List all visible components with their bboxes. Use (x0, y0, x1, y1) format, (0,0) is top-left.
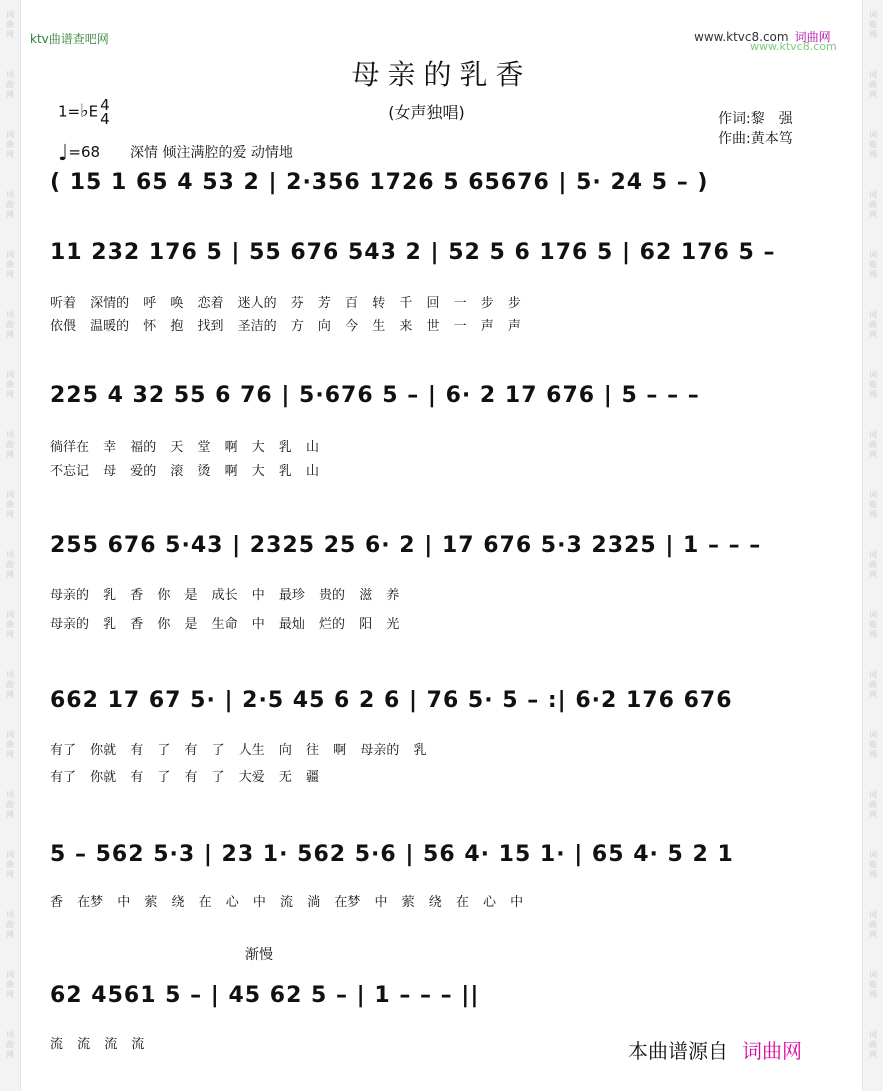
slowdown-marking: 渐慢 (245, 947, 273, 963)
side-watermark-right: 词 曲 网 (869, 1030, 877, 1059)
side-watermark-left: 词 曲 网 (6, 1030, 14, 1059)
score-row-7: 62 4561 5 – | 45 62 5 – | 1 – – – || (50, 983, 480, 1008)
side-watermark-left: 词 曲 网 (6, 430, 14, 459)
key-label: 1= (58, 102, 81, 121)
tempo-value: =68 (68, 143, 101, 161)
score-row-3: 225 4 32 55 6 76 | 5·676 5 – | 6· 2 17 676 | 5 – – – (50, 383, 700, 408)
side-watermark-left: 词 曲 网 (6, 370, 14, 399)
song-subtitle: (女声独唱) (388, 103, 465, 122)
site-url-watermark: www.ktvc8.com (750, 40, 837, 53)
side-watermark-right: 词 曲 网 (869, 790, 877, 819)
song-title: 母亲的乳香 (351, 58, 532, 91)
key-signature (58, 98, 110, 126)
score-row-4: 255 676 5·43 | 2325 25 6· 2 | 17 676 5·3 2325 | 1 – – – (50, 533, 762, 558)
side-watermark-right: 词 曲 网 (869, 550, 877, 579)
side-watermark-left: 词 曲 网 (6, 70, 14, 99)
side-watermark-right: 词 曲 网 (869, 310, 877, 339)
side-watermark-left: 词 曲 网 (6, 670, 14, 699)
side-watermark-left: 词 曲 网 (6, 610, 14, 639)
side-watermark-right: 词 曲 网 (869, 730, 877, 759)
side-watermark-right: 词 曲 网 (869, 70, 877, 99)
side-watermark-right: 词 曲 网 (869, 670, 877, 699)
lyricist-credit: 作词:黎 强 (718, 111, 793, 127)
side-watermark-right: 词 曲 网 (869, 190, 877, 219)
tempo-marking (58, 141, 100, 166)
flat-icon: ♭ (80, 100, 89, 122)
score-row-2: 11 232 176 5 | 55 676 543 2 | 52 5 6 176 5 | 62 176 5 – (50, 240, 776, 265)
side-watermark-left: 词 曲 网 (6, 790, 14, 819)
score-row-5: 662 17 67 5· | 2·5 45 6 2 6 | 76 5· 5 – :| 6·2 176 676 (50, 688, 733, 713)
site-name-cn: 词曲网 (794, 30, 831, 44)
lyric-row-6: 香 在梦 中 萦 绕 在 心 中 流 淌 在梦 中 萦 绕 在 心 中 (50, 895, 524, 910)
lyric-row-5-verse-1: 有了 你就 有 了 有 了 人生 向 往 啊 母亲的 乳 (50, 743, 427, 758)
side-watermark-right: 词 曲 网 (869, 970, 877, 999)
side-watermark-right: 词 曲 网 (869, 490, 877, 519)
side-watermark-left: 词 曲 网 (6, 550, 14, 579)
side-watermark-right: 词 曲 网 (869, 850, 877, 879)
time-bottom: 4 (100, 110, 110, 128)
side-watermark-right: 词 曲 网 (869, 370, 877, 399)
expression-marking: 深情 倾注满腔的爱 动情地 (130, 145, 293, 161)
side-watermark-right: 词 曲 网 (869, 910, 877, 939)
lyric-row-2-verse-1: 听着 深情的 呼 唤 恋着 迷人的 芬 芳 百 转 千 回 一 步 步 (50, 296, 521, 311)
lyric-row-4-verse-2: 母亲的 乳 香 你 是 生命 中 最灿 烂的 阳 光 (50, 617, 400, 632)
score-row-1: ( 15 1 65 4 53 2 | 2·356 1726 5 65676 | 5· 24 5 – ) (50, 170, 709, 195)
time-top: 4 (100, 96, 110, 114)
side-watermark-left: 词 曲 网 (6, 190, 14, 219)
side-watermark-left: 词 曲 网 (6, 490, 14, 519)
side-watermark-left: 词 曲 网 (6, 130, 14, 159)
site-url: www.ktvc8.com (694, 30, 789, 44)
side-watermark-right: 词 曲 网 (869, 610, 877, 639)
key-note: E (88, 102, 99, 121)
lyric-row-5-verse-2: 有了 你就 有 了 有 了 大爱 无 疆 (50, 770, 320, 785)
side-watermark-left: 词 曲 网 (6, 970, 14, 999)
side-watermark-right: 词 曲 网 (869, 130, 877, 159)
site-name-left: ktv曲谱查吧网 (30, 32, 109, 46)
side-watermark-left: 词 曲 网 (6, 910, 14, 939)
side-watermark-left: 词 曲 网 (6, 850, 14, 879)
side-watermark-left: 词 曲 网 (6, 310, 14, 339)
side-watermark-right: 词 曲 网 (869, 430, 877, 459)
time-signature (100, 98, 110, 126)
footer-brand: 词曲网 (742, 1039, 802, 1063)
side-watermark-right: 词 曲 网 (869, 10, 877, 39)
lyric-row-3-verse-1: 徜徉在 幸 福的 天 堂 啊 大 乳 山 (50, 440, 320, 455)
side-watermark-right: 词 曲 网 (869, 250, 877, 279)
side-watermark-left: 词 曲 网 (6, 730, 14, 759)
quarter-note-icon: ♩ (58, 141, 69, 166)
lyric-row-4-verse-1: 母亲的 乳 香 你 是 成长 中 最珍 贵的 滋 养 (50, 588, 400, 603)
side-watermark-left: 词 曲 网 (6, 10, 14, 39)
side-watermark-left: 词 曲 网 (6, 250, 14, 279)
composer-credit: 作曲:黄本笃 (718, 131, 793, 147)
source-footer (628, 1035, 802, 1064)
lyric-row-3-verse-2: 不忘记 母 爱的 滚 烫 啊 大 乳 山 (50, 464, 320, 479)
lyric-row-7: 流 流 流 流 (50, 1037, 145, 1052)
lyric-row-2-verse-2: 依偎 温暖的 怀 抱 找到 圣洁的 方 向 今 生 来 世 一 声 声 (50, 319, 521, 334)
footer-text: 本曲谱源自 (628, 1039, 728, 1063)
score-row-6: 5 – 562 5·3 | 23 1· 562 5·6 | 56 4· 15 1· | 65 4· 5 2 1 (50, 842, 734, 867)
